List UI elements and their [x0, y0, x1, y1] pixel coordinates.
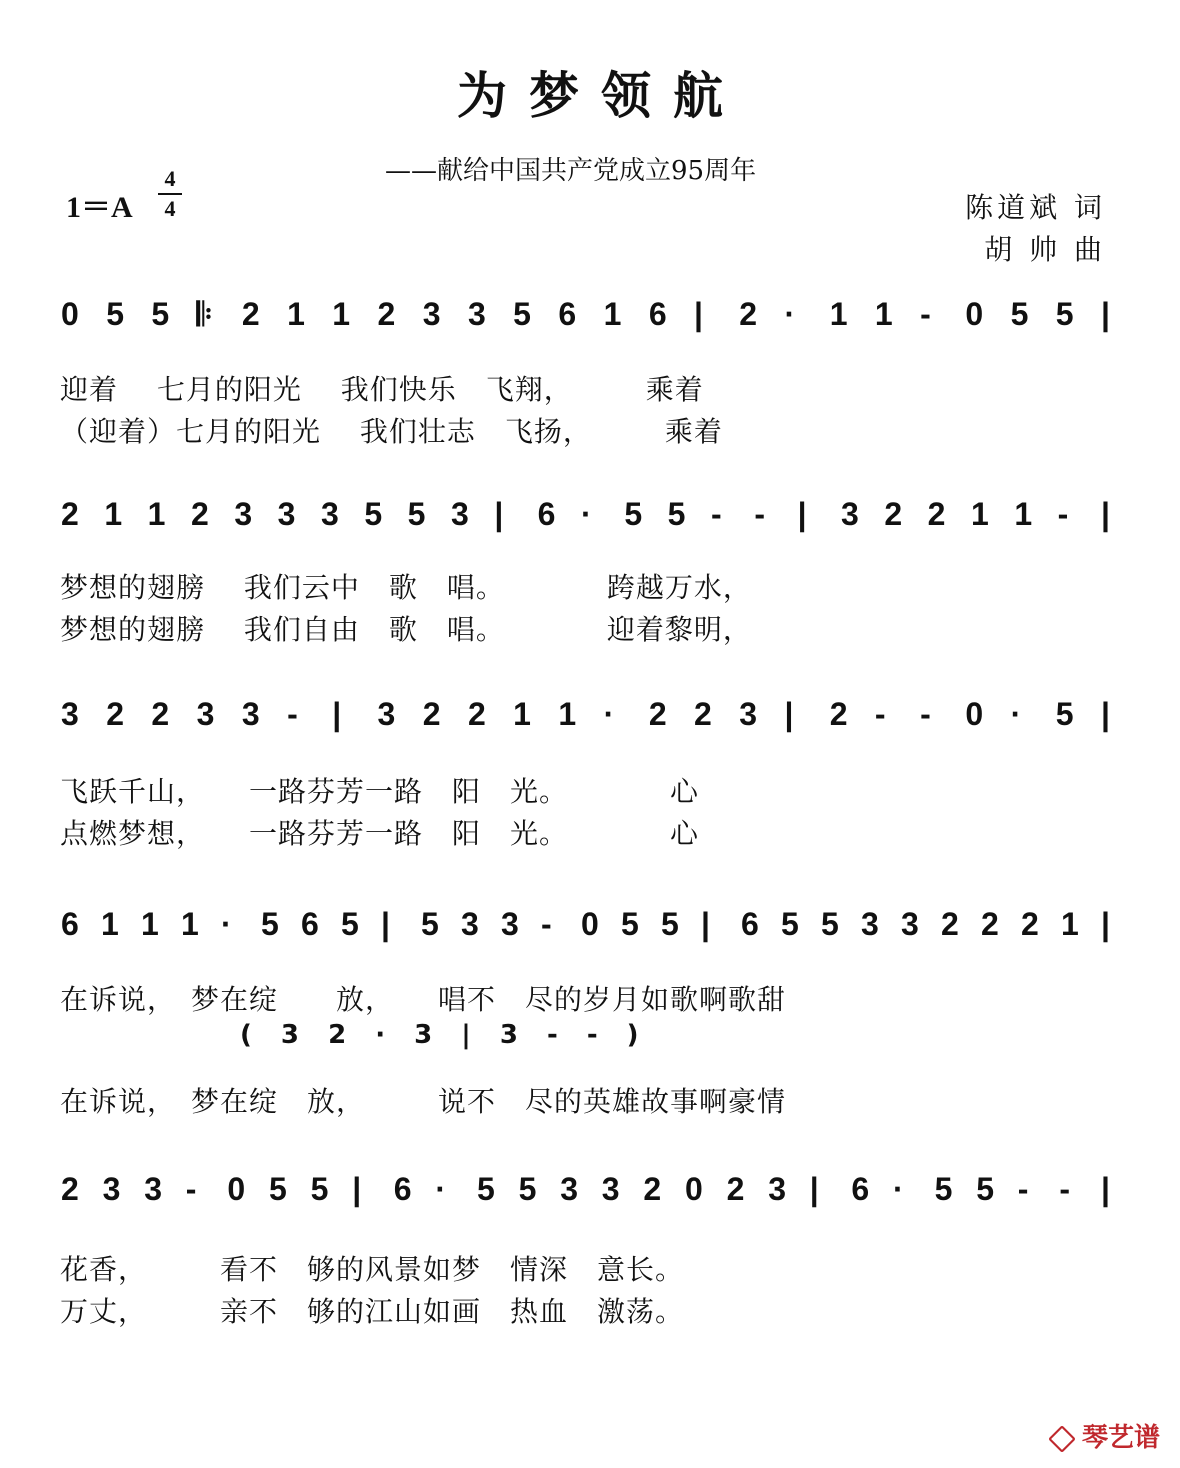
note: 5	[513, 296, 531, 332]
note: 3	[901, 906, 919, 942]
note: 2	[106, 696, 124, 732]
note: 2	[648, 696, 667, 732]
note: 6	[393, 1171, 412, 1207]
note: 1	[513, 696, 531, 732]
note: 5	[261, 906, 279, 942]
note: 2	[151, 696, 170, 732]
note: 5	[151, 296, 170, 332]
note: -	[1059, 1171, 1071, 1207]
note: 1	[332, 296, 351, 332]
note: 3	[601, 1171, 620, 1207]
meter-top: 4	[164, 166, 176, 191]
note: 5	[621, 906, 639, 942]
barline: |	[1101, 1171, 1110, 1207]
note: -	[874, 696, 886, 732]
note: 2	[739, 296, 758, 332]
note: 5	[934, 1171, 953, 1207]
note: ·	[1010, 696, 1022, 732]
note: 1	[1014, 496, 1033, 532]
lyric-line: 梦想的翅膀 我们云中 歌 唱。 跨越万水，	[60, 571, 752, 604]
note: 1	[1061, 906, 1079, 942]
watermark-text: 琴艺谱	[1081, 1423, 1160, 1453]
lyric-line: 飞跃千山， 一路芬芳一路 阳 光。 心	[60, 775, 700, 808]
note: 3	[61, 696, 79, 732]
note: 0	[965, 696, 984, 732]
note: 5	[1010, 296, 1029, 332]
barline: |	[1101, 906, 1110, 942]
song-subtitle: ——献给中国共产党成立95周年	[385, 156, 757, 186]
note: 3	[277, 496, 296, 532]
note: 2	[467, 696, 486, 732]
note: ·	[221, 906, 232, 942]
note: 3	[422, 296, 441, 332]
barline: |	[701, 906, 710, 942]
note: 1	[181, 906, 199, 942]
note: -	[185, 1171, 197, 1207]
note: 5	[1055, 296, 1074, 332]
note: -	[920, 696, 931, 732]
note: 3	[739, 696, 758, 732]
note: 5	[407, 496, 426, 532]
note: 3	[102, 1171, 121, 1207]
note: 0	[227, 1171, 246, 1207]
lyric-line: 花香， 看不 够的风景如梦 情深 意长。	[60, 1253, 685, 1286]
meter-divider	[158, 193, 182, 195]
logo-icon	[1048, 1425, 1076, 1453]
note: 5	[821, 906, 839, 942]
lyric-line: 在诉说， 梦在绽 放， 唱不 尽的岁月如歌啊歌甜	[60, 983, 787, 1016]
note: 6	[558, 296, 577, 332]
note: ·	[784, 296, 796, 332]
watermark	[1048, 1417, 1160, 1454]
note: 5	[341, 906, 359, 942]
note: ·	[435, 1171, 447, 1207]
lyric-line: 梦想的翅膀 我们自由 歌 唱。 迎着黎明，	[60, 613, 752, 646]
note: 5	[106, 296, 124, 332]
note: 5	[667, 496, 686, 532]
note: 3	[144, 1171, 162, 1207]
note: 6	[648, 296, 667, 332]
note: 1	[971, 496, 989, 532]
note: 0	[685, 1171, 703, 1207]
barline: |	[1101, 496, 1110, 532]
lyric-line: 在诉说， 梦在绽 放， 说不 尽的英雄故事啊豪情	[60, 1085, 787, 1118]
note: 3	[861, 906, 879, 942]
note: 3	[467, 296, 486, 332]
barline: 𝄆	[196, 296, 213, 332]
note: 6	[61, 906, 79, 942]
note: 3	[196, 696, 215, 732]
note: -	[754, 496, 765, 532]
note: 5	[624, 496, 643, 532]
barline: |	[784, 696, 794, 732]
barline: |	[1101, 296, 1110, 332]
note: 6	[537, 496, 556, 532]
note: 1	[558, 696, 577, 732]
note: 2	[377, 296, 396, 332]
note: -	[1057, 496, 1069, 532]
note: 2	[829, 696, 848, 732]
note: 6	[851, 1171, 870, 1207]
meter-bottom: 4	[164, 196, 176, 221]
note: 5	[661, 906, 679, 942]
note: 2	[726, 1171, 745, 1207]
notation-row	[0, 1165, 1180, 1261]
note: ·	[581, 496, 592, 532]
note: 3	[234, 496, 253, 532]
note: 3	[461, 906, 479, 942]
note: 1	[147, 496, 166, 532]
note: ·	[893, 1171, 904, 1207]
note: 1	[287, 296, 305, 332]
note: 2	[643, 1171, 662, 1207]
note: 2	[694, 696, 712, 732]
barline: |	[694, 296, 703, 332]
note: 2	[191, 496, 209, 532]
note: 5	[269, 1171, 287, 1207]
note: 1	[141, 906, 159, 942]
note: 0	[61, 296, 79, 332]
note: 3	[321, 496, 339, 532]
note: 2	[61, 496, 79, 532]
note: 5	[1055, 696, 1074, 732]
note: 5	[477, 1171, 495, 1207]
note: 1	[104, 496, 123, 532]
note: 1	[874, 296, 893, 332]
barline: |	[494, 496, 504, 532]
note: 6	[301, 906, 319, 942]
note: 2	[941, 906, 959, 942]
note: 5	[364, 496, 383, 532]
note: -	[287, 696, 298, 732]
note: ·	[603, 696, 615, 732]
barline: |	[797, 496, 807, 532]
note: 3	[377, 696, 396, 732]
note: 2	[422, 696, 441, 732]
note: 3	[241, 696, 260, 732]
note: 2	[884, 496, 903, 532]
lyric-line: 万丈， 亲不 够的江山如画 热血 激荡。	[60, 1295, 685, 1328]
lyricist-credit: 陈道斌 词	[965, 191, 1106, 224]
note: -	[711, 496, 722, 532]
lyric-line: （迎着）七月的阳光 我们壮志 飞扬， 乘着	[60, 415, 723, 448]
time-signature	[156, 166, 184, 222]
note: 2	[981, 906, 999, 942]
key-signature: 1＝A	[66, 191, 133, 224]
note: 6	[741, 906, 759, 942]
lyric-line: 迎着 七月的阳光 我们快乐 飞翔， 乘着	[60, 373, 704, 406]
note: 5	[781, 906, 799, 942]
note: 3	[560, 1171, 578, 1207]
note: 0	[581, 906, 599, 942]
note: 1	[829, 296, 848, 332]
note: 3	[841, 496, 859, 532]
score-line	[0, 1165, 1180, 1261]
note: 5	[976, 1171, 994, 1207]
lyric-line: 点燃梦想， 一路芬芳一路 阳 光。 心	[60, 817, 700, 850]
note: 2	[61, 1171, 79, 1207]
barline: |	[809, 1171, 819, 1207]
note: -	[1017, 1171, 1029, 1207]
note: 3	[501, 906, 519, 942]
note: 3	[451, 496, 469, 532]
note: 5	[310, 1171, 329, 1207]
barline: |	[1101, 696, 1110, 732]
interlude-notation: ( 3 2 · 3 | 3 - - )	[240, 1020, 649, 1050]
note: 2	[927, 496, 946, 532]
song-title: 为梦领航	[457, 66, 745, 125]
note: 2	[1021, 906, 1039, 942]
note: 3	[768, 1171, 786, 1207]
note: 2	[241, 296, 260, 332]
note: 0	[965, 296, 984, 332]
barline: |	[332, 696, 342, 732]
note: 1	[101, 906, 119, 942]
note: 5	[421, 906, 439, 942]
barline: |	[352, 1171, 362, 1207]
note: -	[541, 906, 552, 942]
note: 1	[603, 296, 622, 332]
composer-credit: 胡 帅 曲	[984, 233, 1106, 266]
barline: |	[381, 906, 390, 942]
note: 5	[518, 1171, 537, 1207]
note: -	[920, 296, 931, 332]
